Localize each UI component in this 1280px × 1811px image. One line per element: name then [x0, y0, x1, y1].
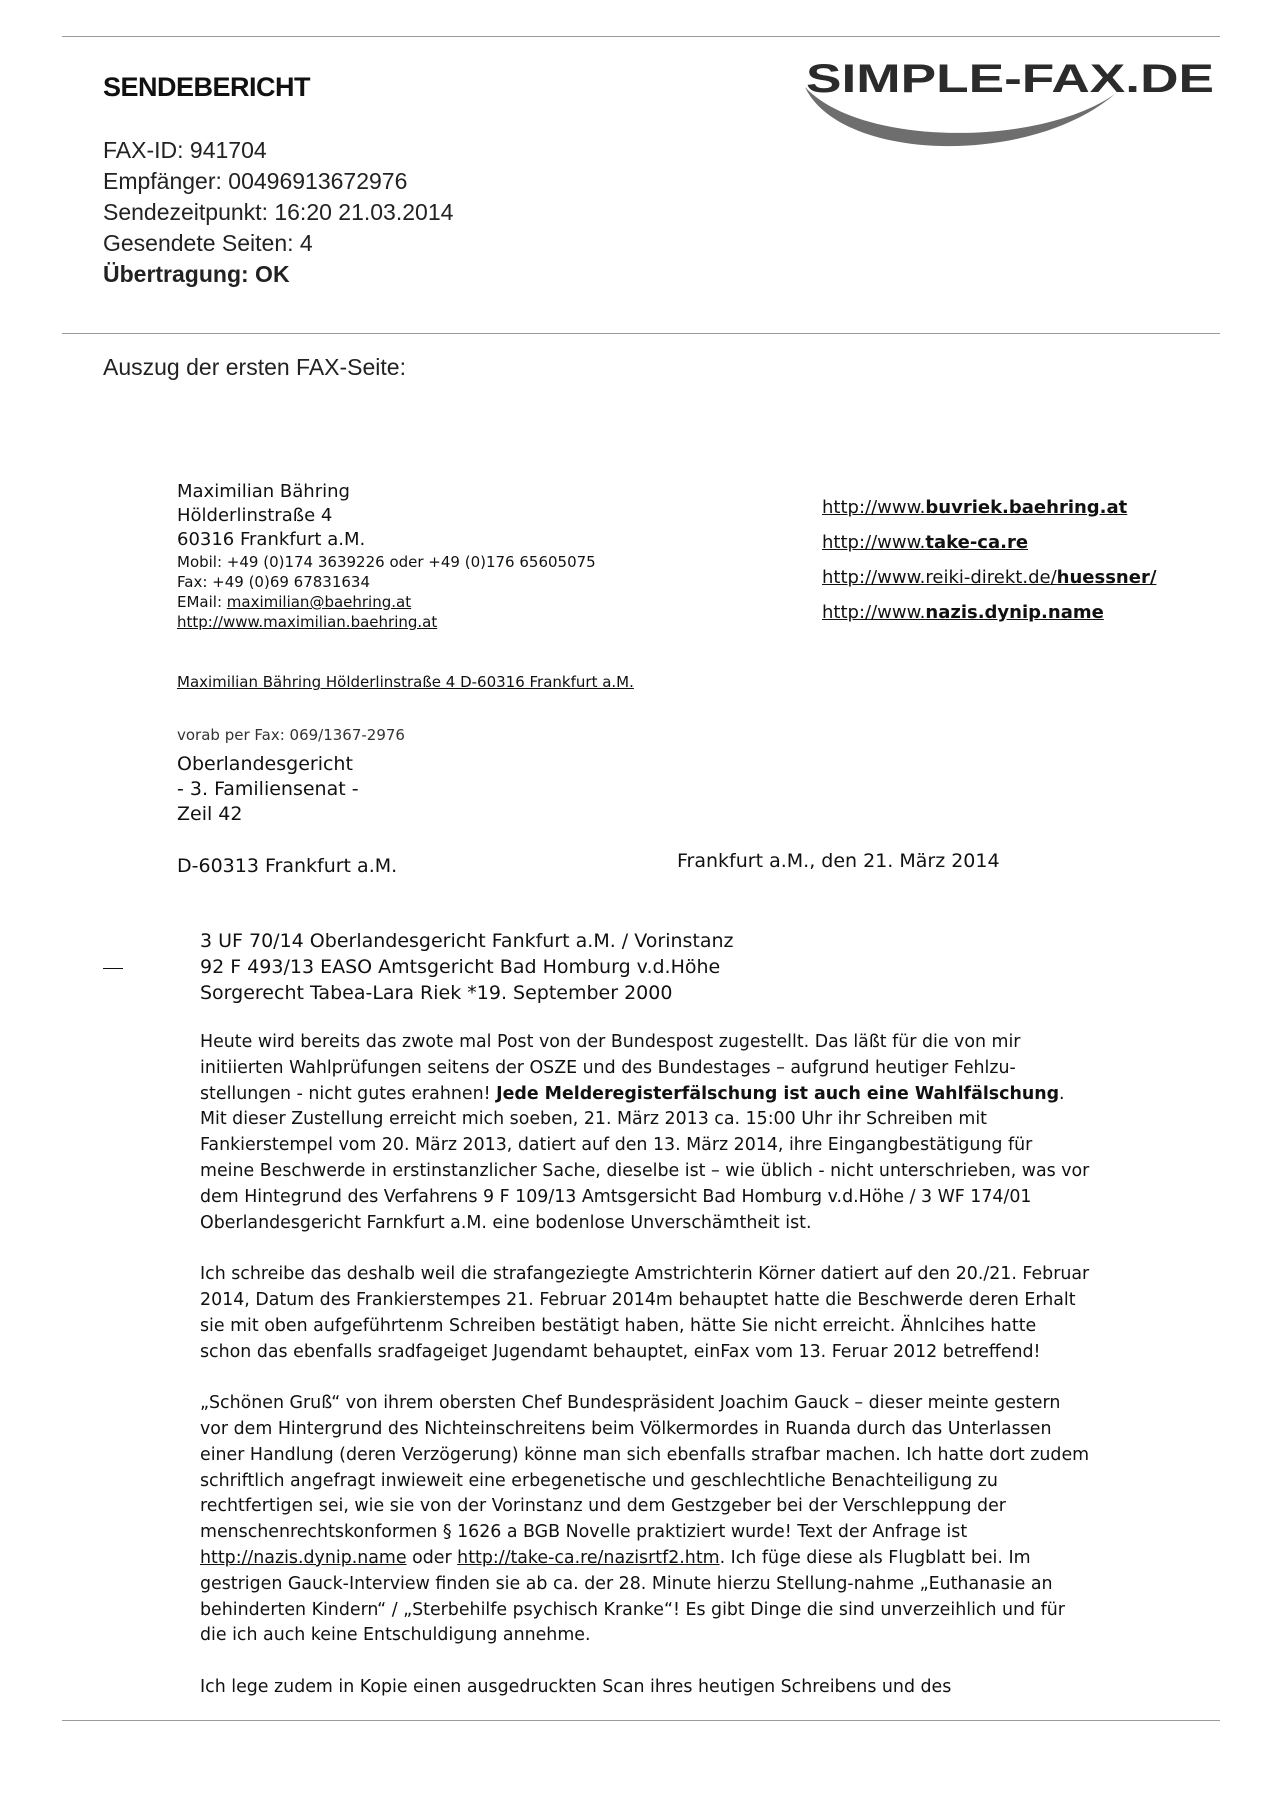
link-nazis-dynip[interactable]: http://nazis.dynip.name	[200, 1547, 407, 1568]
middle-divider	[62, 333, 1220, 334]
logo-text: SIMPLE-FAX.DE	[806, 57, 1214, 101]
transmission-status: Übertragung: OK	[103, 261, 290, 287]
report-title: SENDEBERICHT	[103, 72, 311, 102]
sender-web-link[interactable]: http://www.maximilian.baehring.at	[177, 613, 438, 631]
sender-mobile: Mobil: +49 (0)174 3639226 oder +49 (0)176 65605075	[177, 553, 596, 571]
send-time: Sendezeitpunkt: 16:20 21.03.2014	[103, 199, 454, 225]
sender-email-label: EMail:	[177, 593, 227, 611]
recipient-court: Oberlandesgericht	[177, 753, 353, 775]
vorab-fax: vorab per Fax: 069/1367-2976	[177, 726, 405, 744]
pages-sent: Gesendete Seiten: 4	[103, 230, 313, 256]
recipient-senate: - 3. Familiensenat -	[177, 778, 359, 800]
return-address: Maximilian Bähring Hölderlinstraße 4 D-60316 Frankfurt a.M.	[177, 673, 634, 691]
excerpt-label: Auszug der ersten FAX-Seite:	[103, 354, 406, 380]
sender-email-link[interactable]: maximilian@baehring.at	[226, 593, 412, 611]
simple-fax-logo	[800, 52, 1220, 162]
recipient-street: Zeil 42	[177, 803, 243, 825]
sender-street: Hölderlinstraße 4	[177, 505, 333, 526]
fax-id: FAX-ID: 941704	[103, 137, 267, 163]
fold-mark	[103, 968, 123, 969]
subject-block	[200, 928, 734, 1006]
paragraph-3: „Schönen Gruß“ von ihrem obersten Chef Bundespräsident Joachim Gauck – dieser meinte gestern vor dem Hintergrund des Nichteinschreitens beim Völkermordes in Ruanda durch das Unterlassen einer Handlung (deren Verzögerung) könne man sich ebenfalls strafbar machen. Ich hatte dort zudem schriftlich angefragt inwieweit eine erbegenetische und geschlechtliche Benachteiligung zu rechtfertigen sei, wie sie von der Vorinstanz und dem Gestzgeber bei der Verschleppung der menschenrechtskonformen § 1626 a BGB Novelle praktiziert wurde! Text der Anfrage ist http://nazis.dynip.name oder http://take-ca.re/nazisrtf2.htm. Ich füge diese als Flugblatt bei. Im gestrigen Gauck-Interview finden sie ab ca. der 28. Minute hierzu Stellung-nahme „Euthanasie an behinderten Kindern“ / „Sterbehilfe psychisch Kranke“! Es gibt Dinge die sind unverzeihlich und für die ich auch keine Entschuldigung annehme.	[200, 1393, 1090, 1646]
recipient-number: Empfänger: 00496913672976	[103, 168, 408, 194]
link-nazis[interactable]: http://www.nazis.dynip.name	[822, 602, 1104, 623]
link-take-ca-nazisrtf2[interactable]: http://take-ca.re/nazisrtf2.htm	[457, 1547, 720, 1568]
link-reiki[interactable]: http://www.reiki-direkt.de/huessner/	[822, 567, 1157, 588]
recipient-city: D-60313 Frankfurt a.M.	[177, 855, 398, 877]
subject-line-3: Sorgerecht Tabea-Lara Riek *19. September 2000	[200, 982, 673, 1004]
recipient-address	[177, 752, 359, 827]
emphasis-text: Jede Melderegisterfälschung ist auch eine Wahlfälschung	[496, 1083, 1060, 1104]
letter-date: Frankfurt a.M., den 21. März 2014	[677, 850, 1000, 872]
report-meta	[103, 135, 453, 290]
sender-email-row	[177, 592, 596, 612]
sender-block	[177, 480, 596, 632]
link-buvriek[interactable]: http://www.buvriek.baehring.at	[822, 497, 1128, 518]
letter-body	[200, 1030, 1090, 1701]
link-take-ca[interactable]: http://www.take-ca.re	[822, 532, 1029, 553]
bottom-divider	[62, 1720, 1220, 1721]
sender-fax: Fax: +49 (0)69 67831634	[177, 573, 371, 591]
paragraph-1: Heute wird bereits das zwote mal Post von der Bundespost zugestellt. Das läßt für die von mir initiierten Wahlprüfungen seitens der OSZE und des Bundestages – aufgrund heutiger Fehlzu-stellungen - nicht gutes erahnen! Jede Melderegisterfälschung ist auch eine Wahlfälschung. Mit dieser Zustellung erreicht mich soeben, 21. März 2013 ca. 15:00 Uhr ihr Schreiben mit Fankierstempel vom 20. März 2013, datiert auf den 13. März 2014, ihre Eingangbestätigung für meine Beschwerde in erstinstanzlicher Sache, dieselbe ist – wie üblich - nicht unterschrieben, was vor dem Hintegrund des Verfahrens 9 F 109/13 Amtsgersicht Bad Homburg v.d.Höhe / 3 WF 174/01 Oberlandesgericht Farnkfurt a.M. eine bodenlose Unverschämtheit ist.	[200, 1032, 1090, 1233]
paragraph-2: Ich schreibe das deshalb weil die strafangeziegte Amstrichterin Körner datiert auf den 20./21. Februar 2014, Datum des Frankierstempes 21. Februar 2014m behauptet hatte die Beschwerde deren Erhalt sie mit oben aufgeführtenm Schreiben bestätigt haben, hätte Sie nicht erreicht. Ähnlcihes hatte schon das ebenfalls sradfageiget Jugendamt behauptet, einFax vom 13. Feruar 2012 betreffend!	[200, 1264, 1090, 1362]
sender-city: 60316 Frankfurt a.M.	[177, 529, 366, 550]
header-links	[822, 490, 1156, 630]
sender-name: Maximilian Bähring	[177, 481, 350, 502]
subject-line-2: 92 F 493/13 EASO Amtsgericht Bad Homburg v.d.Höhe	[200, 956, 721, 978]
top-divider	[62, 36, 1220, 37]
subject-line-1: 3 UF 70/14 Oberlandesgericht Fankfurt a.M. / Vorinstanz	[200, 930, 734, 952]
paragraph-4: Ich lege zudem in Kopie einen ausgedruckten Scan ihres heutigen Schreibens und des	[200, 1676, 952, 1697]
